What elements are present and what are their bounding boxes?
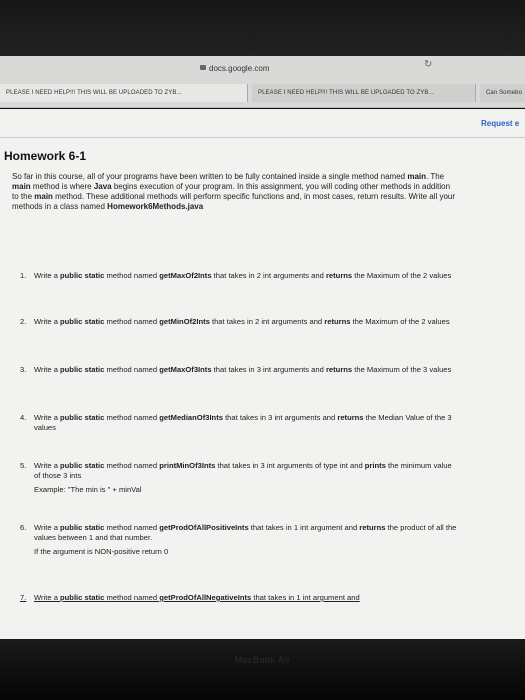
item-text: Write a — [34, 317, 61, 326]
item-text: the Median Value of the 3 values — [34, 413, 452, 432]
reload-icon[interactable]: ↻ — [424, 59, 433, 70]
item-text: Write a — [34, 413, 61, 422]
item-text: the minimum value of those 3 ints — [34, 461, 452, 480]
method-name: getMinOf2Ints — [159, 317, 210, 326]
item-keyword: returns — [324, 317, 351, 326]
item-text: the Maximum of the 2 values — [352, 271, 452, 280]
screen-bezel-bottom — [0, 639, 525, 700]
divider — [0, 137, 525, 138]
intro-text: So far in this course, all of your programs have been written to be fully contained inside a single method named — [12, 172, 408, 181]
item-keyword: public static — [60, 365, 105, 374]
item-keyword: public static — [60, 523, 105, 532]
item-text: that takes in 3 int arguments of type int and — [215, 461, 365, 470]
method-name: getProdOfAllPositiveInts — [159, 523, 249, 532]
tab-active[interactable] — [0, 84, 248, 102]
item-number: 3. — [20, 365, 27, 374]
document-page — [0, 109, 525, 639]
item-number: 1. — [20, 271, 27, 280]
intro-text: method. These additional methods will perform specific functions and, in most cases, return results. Write all your methods in a class named — [12, 192, 456, 211]
item-text: that takes in 3 int arguments and — [211, 365, 326, 374]
item-keyword: public static — [60, 317, 105, 326]
item-text: method named — [104, 271, 160, 280]
intro-text: . The — [426, 172, 445, 181]
item-keyword: public static — [60, 413, 105, 422]
item-text: Write a — [34, 271, 61, 280]
intro-bold: main — [12, 182, 31, 191]
item-text: that takes in 2 int arguments and — [211, 271, 326, 280]
item-keyword: returns — [359, 523, 386, 532]
item-text: method named — [104, 523, 160, 532]
item-text: method named — [104, 317, 160, 326]
tab-second[interactable] — [252, 84, 476, 102]
tab-third[interactable] — [480, 84, 525, 102]
tab-label: PLEASE I NEED HELP!!! THIS WILL BE UPLOADED TO ZYB... — [6, 90, 182, 96]
intro-text: method is where — [30, 182, 94, 191]
intro-bold: Java — [93, 182, 112, 191]
tab-label: Can Somebo — [486, 90, 523, 96]
tab-label: PLEASE I NEED HELP!!! THIS WILL BE UPLOADED TO ZYB... — [258, 90, 434, 96]
intro-bold: main — [34, 192, 53, 201]
item-keyword: public static — [60, 593, 105, 602]
item-number: 4. — [20, 413, 27, 422]
item-text: the Maximum of the 3 values — [352, 365, 452, 374]
item-text: the Maximum of the 2 values — [350, 317, 450, 326]
item-note: If the argument is NON-positive return 0 — [34, 547, 169, 556]
item-keyword: public static — [60, 461, 105, 470]
item-text: that takes in 1 int argument and — [248, 523, 360, 532]
method-name: getMaxOf3Ints — [159, 365, 212, 374]
item-number: 2. — [20, 317, 27, 326]
method-name: printMinOf3Ints — [159, 461, 216, 470]
item-text: the product of all the values between 1 and that number. — [34, 523, 457, 542]
item-text: Write a — [34, 365, 61, 374]
item-number: 6. — [20, 523, 27, 532]
item-text: that takes in 3 int arguments and — [222, 413, 338, 422]
device-brand-label: MacBook Air — [234, 655, 291, 665]
item-keyword: returns — [325, 365, 353, 374]
tab-bar — [0, 82, 525, 106]
item-text: that takes in 2 int arguments and — [209, 317, 325, 326]
item-number: 5. — [20, 461, 27, 470]
item-keyword: public static — [60, 271, 105, 280]
method-name: getProdOfAllNegativeInts — [159, 593, 252, 602]
item-text: Write a — [34, 523, 61, 532]
item-keyword: returns — [337, 413, 364, 422]
item-text: that takes in 1 int argument and — [251, 593, 360, 602]
request-edit-link[interactable]: Request e — [481, 119, 520, 128]
page-title: Homework 6-1 — [4, 149, 87, 163]
item-note: Example: "The min is " + minVal — [34, 485, 142, 494]
item-text: method named — [104, 413, 160, 422]
url-text: docs.google.com — [209, 64, 270, 73]
lock-icon — [200, 65, 206, 70]
item-text: method named — [104, 461, 160, 470]
intro-bold: main — [407, 172, 427, 181]
item-number: 7. — [20, 593, 27, 602]
screen-bezel-top — [0, 0, 525, 58]
item-text: method named — [104, 593, 160, 602]
intro-bold: Homework6Methods.java — [107, 202, 204, 211]
item-text: Write a — [34, 593, 61, 602]
browser-chrome — [0, 56, 525, 108]
method-name: getMedianOf3Ints — [159, 413, 223, 422]
item-keyword: returns — [325, 271, 353, 280]
item-text: method named — [104, 365, 160, 374]
intro-text: begins execution of your program. In this assignment, you will coding other methods in addition to the — [12, 182, 451, 201]
address-bar[interactable] — [0, 60, 525, 80]
intro-paragraph — [12, 172, 457, 212]
method-name: getMaxOf2Ints — [159, 271, 212, 280]
item-text: Write a — [34, 461, 61, 470]
item-keyword: prints — [364, 461, 386, 470]
